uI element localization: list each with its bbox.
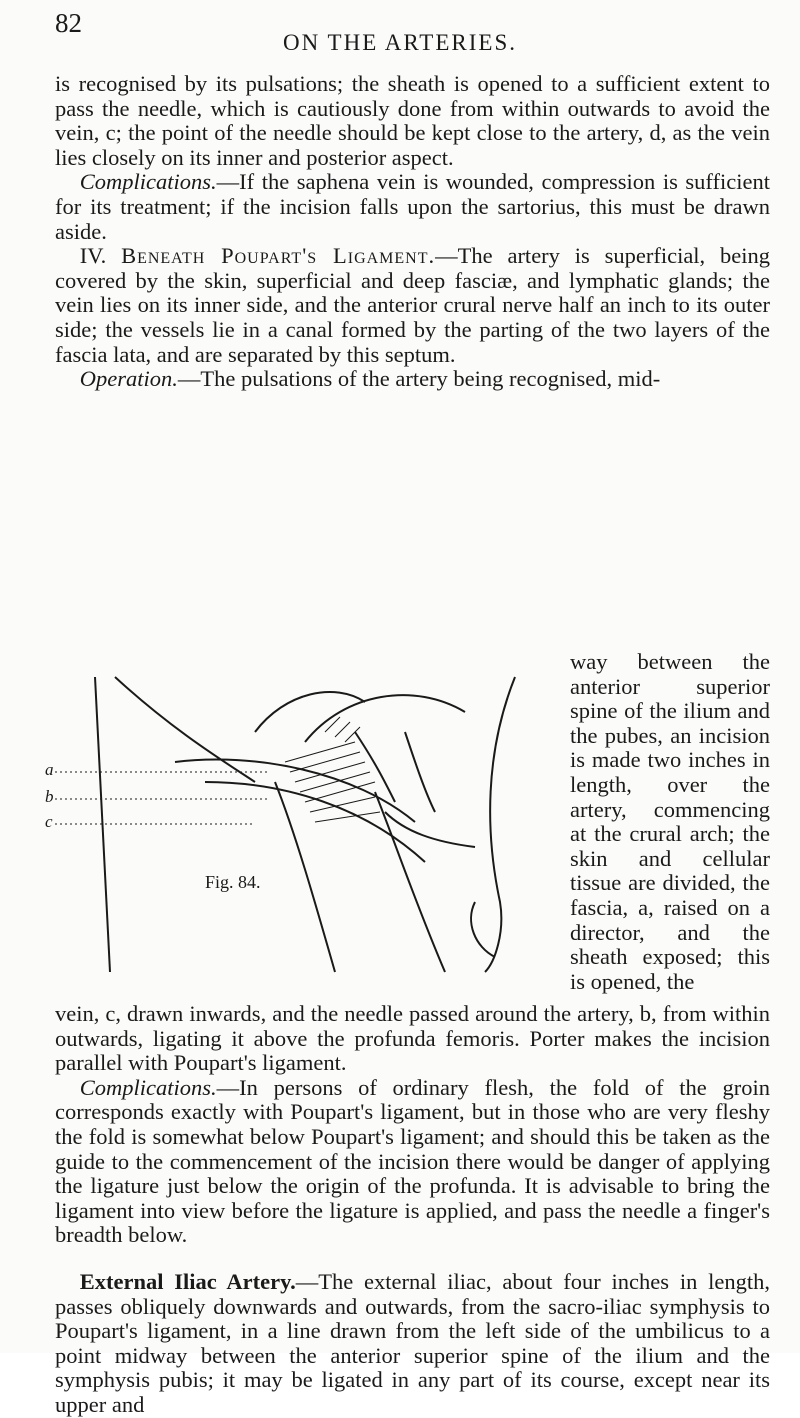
paragraph-complications-2: [55, 1076, 770, 1248]
complications-text: —If the saphena vein is wounded, compression is sufficient for its treatment; if the incision falls upon the sartorius, this must be drawn aside.: [55, 169, 770, 244]
paragraph-continuation: is recognised by its pulsations; the sheath is opened to a sufficient extent to pass the needle, which is cautiously done from within outwards to avoid the vein, c; the point of the needle should be kept close to the artery, d, as the vein lies closely on its inner and posterior aspect.: [55, 71, 770, 170]
running-head: ON THE ARTERIES.: [282, 30, 517, 55]
section-heading: Beneath Poupart's Ligament.: [121, 243, 436, 269]
section-text: —The artery is superficial, being covered by the skin, superficial and deep fasciæ, and lymphatic glands; the vein lies on its inner side, and the anterior crural nerve half an inch to its outer side; the vessels lie in a canal formed by the parting of the two layers of the fascia lata, and are separated by this septum.: [55, 243, 771, 367]
external-iliac-text: —The external iliac, about four inches in length, passes obliquely downwards and outwards, from the sacro-iliac symphysis to Poupart's ligament, in a line drawn from the left side of the umbilicus to a point midway between the anterior superior spine of the ilium and the symphysis pubis; it may be ligated in any part of its course, except near its upper and: [55, 1269, 770, 1417]
complications-text-2: —In persons of ordinary flesh, the fold of the groin corresponds exactly with Poupart's ligament, but in those who are very fleshy the fold is somewhat below Poupart's ligament; and should this be taken as the guide to the commencement of the incision there would be danger of applying the ligature just below the origin of the profunda. It is advisable to bring the ligament into view before the ligature is applied, and pass the needle a finger's breadth below.: [55, 1074, 770, 1248]
figure-label-b: b: [45, 787, 54, 806]
operation-side-text: way between the anterior superior spine of the ilium and the pubes, an incision is made two inches in length, over the artery, commencing at the crural arch; the skin and cellular tissue are divided, the fascia, a, raised on a director, and the sheath exposed; this is opened, the: [570, 649, 770, 994]
figure-84: [45, 672, 560, 980]
operation-label: Operation.: [79, 366, 178, 392]
paragraph-external-iliac: [55, 1270, 770, 1418]
figure-label-a: a: [45, 760, 54, 779]
page-number: 82: [55, 8, 82, 38]
figure-caption: Fig. 84.: [205, 872, 261, 892]
anatomy-illustration: [55, 672, 560, 980]
section-number: IV.: [79, 243, 107, 269]
external-iliac-heading: External Iliac Artery.: [79, 1269, 296, 1294]
complications-label-2: Complications.: [79, 1074, 217, 1100]
paragraph-operation: [55, 367, 770, 392]
figure-label-c: c: [45, 812, 53, 831]
operation-text-start: —The pulsations of the artery being recognised, mid-: [177, 366, 661, 392]
paragraph-complications-1: [55, 170, 770, 244]
text-block-top: [55, 72, 770, 392]
text-block-after-figure: [55, 1002, 770, 1248]
complications-label: Complications.: [79, 169, 217, 195]
text-block-external-iliac: [55, 1270, 770, 1418]
paragraph-section-iv: [55, 244, 770, 367]
operation-continuation: vein, c, drawn inwards, and the needle passed around the artery, b, from within outwards, ligating it above the profunda femoris. Porter makes the incision parallel with Poupart's ligament.: [55, 1001, 770, 1076]
